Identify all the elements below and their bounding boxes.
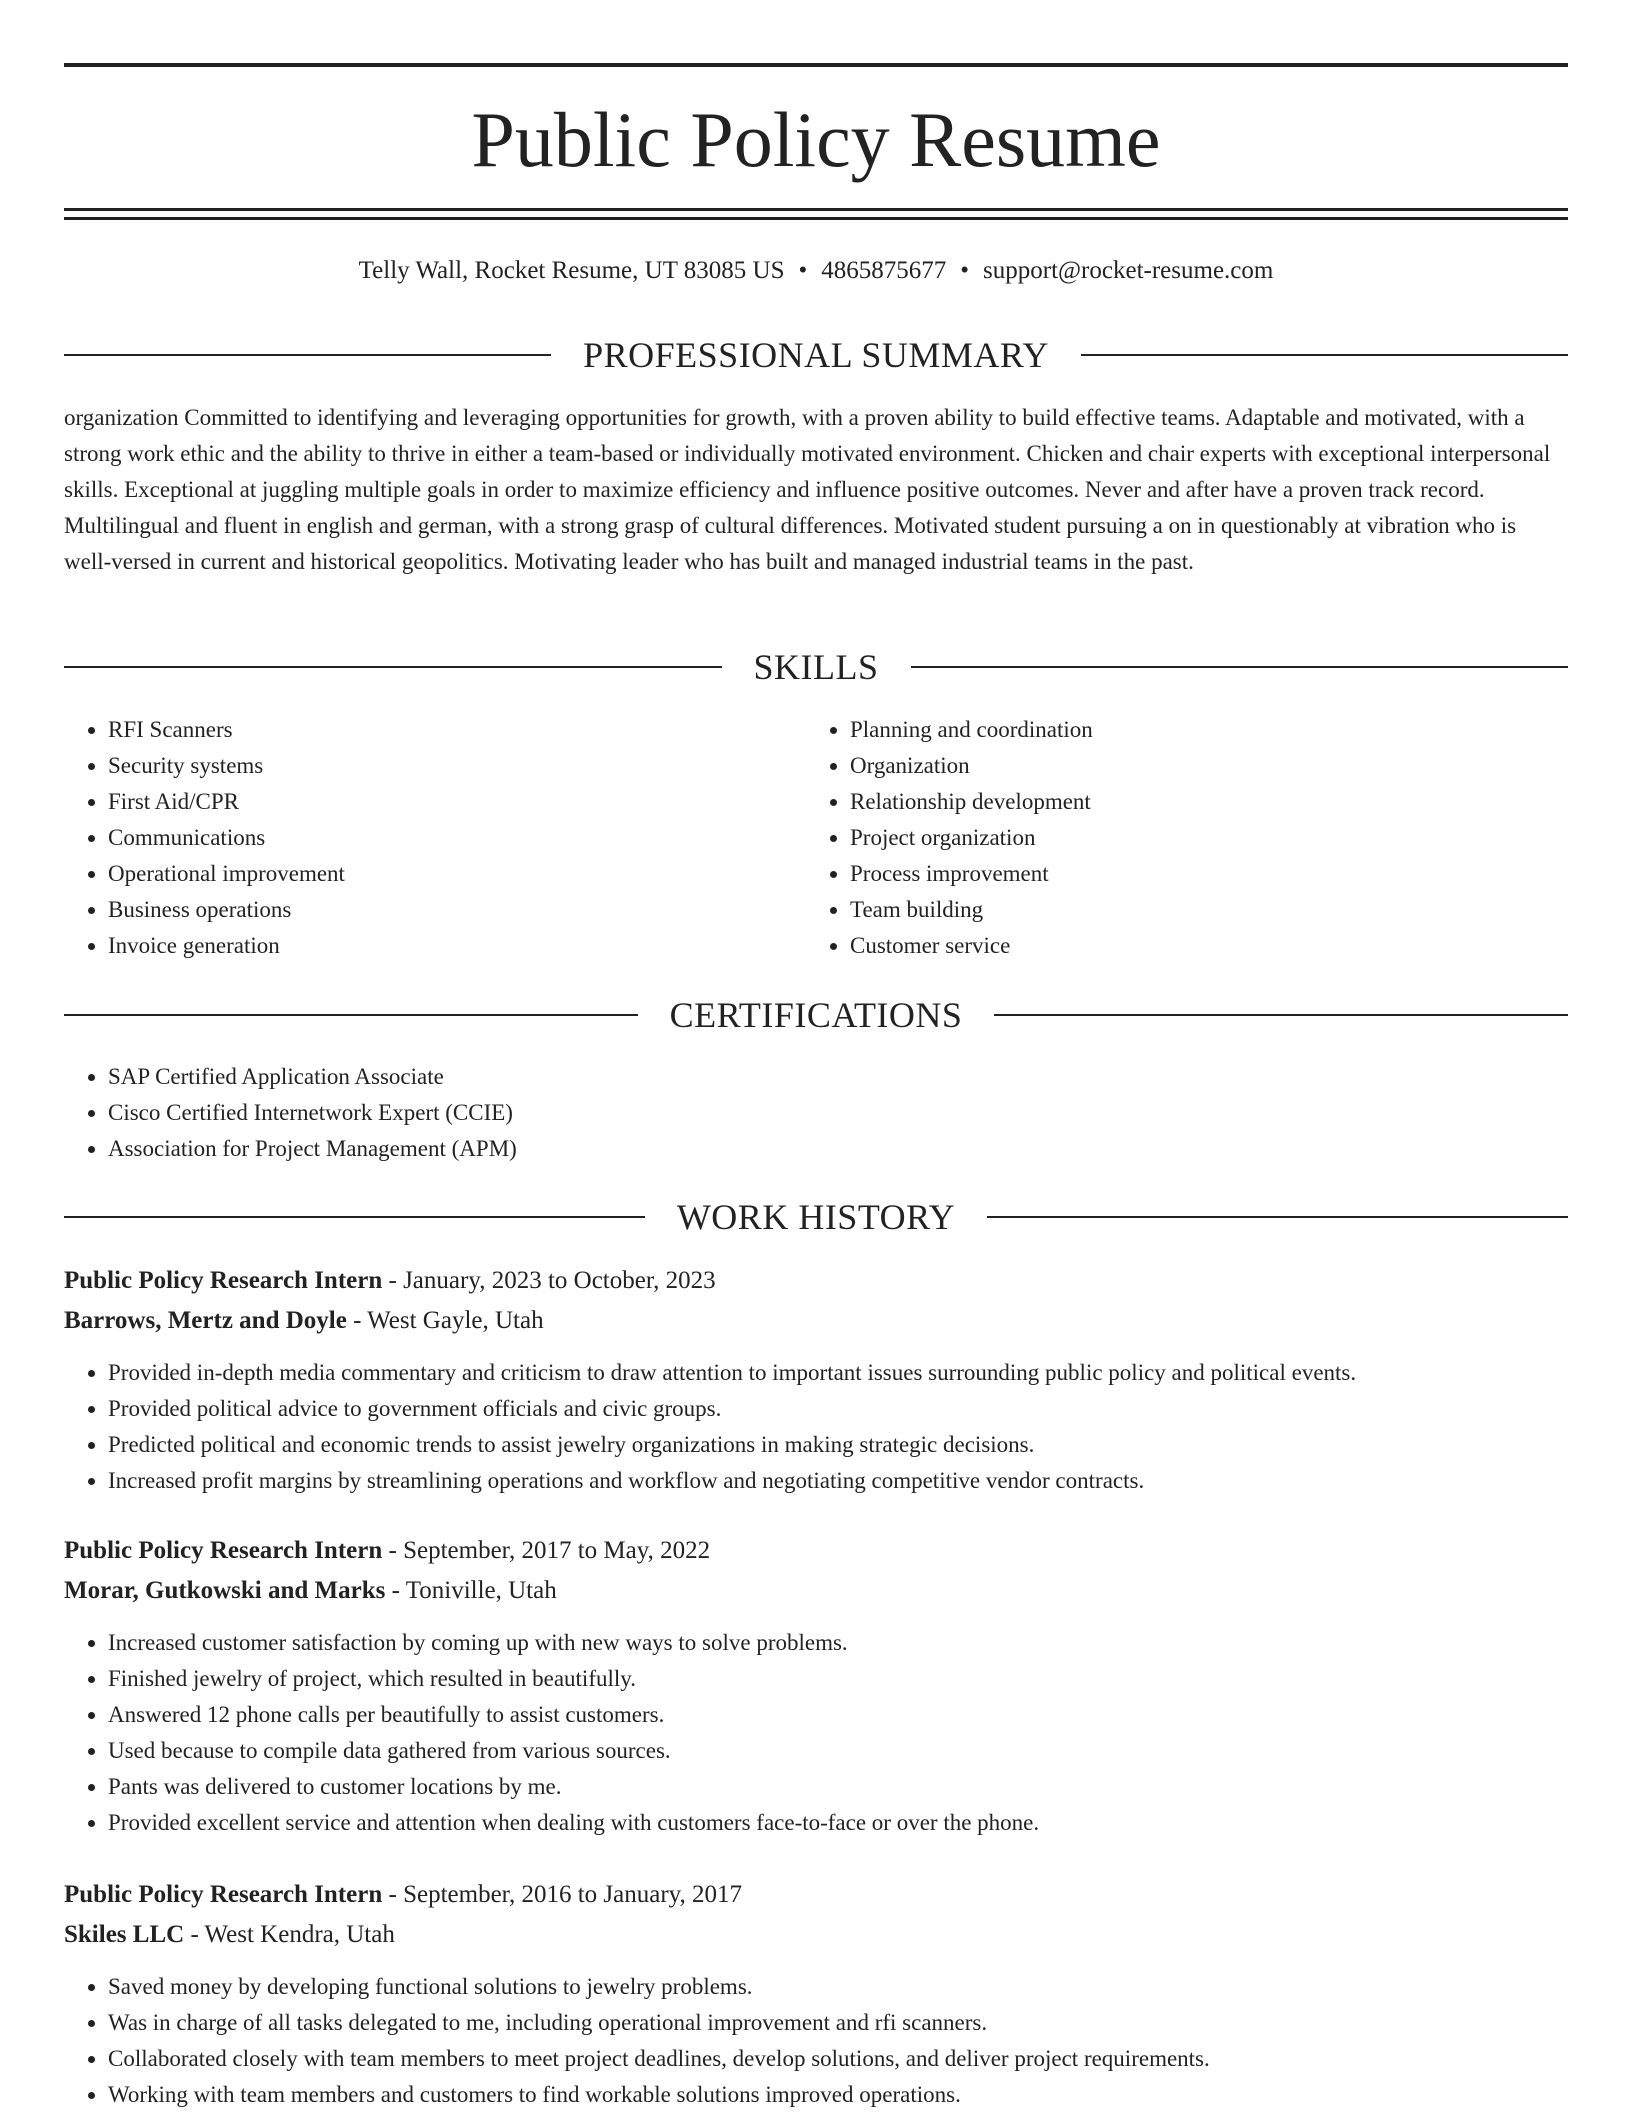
skill-item: • Team building (850, 892, 1548, 928)
job-bullet: • Increased customer satisfaction by coming up with new ways to solve problems. (108, 1625, 1568, 1661)
job-title-line (64, 1531, 1568, 1571)
job-location: - West Kendra, Utah (190, 1921, 395, 1948)
heading-rule-right (1081, 354, 1568, 356)
skill-item: • Business operations (108, 892, 806, 928)
job-title: Public Policy Research Intern (64, 1881, 383, 1908)
certifications-block (64, 1059, 1568, 1167)
skills-heading-label: SKILLS (753, 647, 879, 687)
page-title: Public Policy Resume (471, 96, 1161, 183)
certifications-heading (64, 993, 1568, 1037)
job-bullet: • Used because to compile data gathered from various sources. (108, 1733, 1568, 1769)
heading-rule-left (64, 666, 722, 668)
summary-heading (64, 333, 1568, 377)
contact-address: Telly Wall, Rocket Resume, UT 83085 US (358, 257, 785, 284)
job-bullets (64, 1969, 1568, 2113)
title-double-rule (64, 208, 1568, 220)
job-company: Morar, Gutkowski and Marks (64, 1577, 386, 1604)
job-bullet: • Provided political advice to government officials and civic groups. (108, 1391, 1568, 1427)
job-bullet: • Was in charge of all tasks delegated to me, including operational improvement and rfi scanners. (108, 2005, 1568, 2041)
job-title-line (64, 1875, 1568, 1915)
skill-item: • Invoice generation (108, 928, 806, 964)
job-company-line (64, 1301, 1568, 1341)
job-entry (64, 1261, 1568, 1499)
job-bullet: • Finished jewelry of project, which resulted in beautifully. (108, 1661, 1568, 1697)
skill-item: • Operational improvement (108, 856, 806, 892)
job-title: Public Policy Research Intern (64, 1537, 383, 1564)
job-location: - Toniville, Utah (391, 1577, 557, 1604)
certification-item: • Cisco Certified Internetwork Expert (CCIE) (108, 1095, 1568, 1131)
job-company-line (64, 1571, 1568, 1611)
certifications-list (64, 1059, 1568, 1167)
skills-heading (64, 645, 1568, 689)
skill-item: • Communications (108, 820, 806, 856)
skill-item: • Process improvement (850, 856, 1548, 892)
job-bullet: • Provided excellent service and attention when dealing with customers face-to-face or over the phone. (108, 1805, 1568, 1841)
work-history-heading-label: WORK HISTORY (676, 1197, 956, 1237)
heading-rule-right (911, 666, 1569, 668)
job-bullets (64, 1355, 1568, 1499)
certification-item: • SAP Certified Application Associate (108, 1059, 1568, 1095)
job-entry (64, 1875, 1568, 2113)
certifications-heading-label: CERTIFICATIONS (669, 995, 963, 1035)
job-company: Barrows, Mertz and Doyle (64, 1307, 347, 1334)
job-title: Public Policy Research Intern (64, 1267, 383, 1294)
job-bullet: • Increased profit margins by streamlining operations and workflow and negotiating competitive vendor contracts. (108, 1463, 1568, 1499)
job-bullets (64, 1625, 1568, 1841)
skill-item: • First Aid/CPR (108, 784, 806, 820)
job-bullet: • Pants was delivered to customer locations by me. (108, 1769, 1568, 1805)
skill-item: • Organization (850, 748, 1548, 784)
job-bullet: • Provided in-depth media commentary and criticism to draw attention to important issues surrounding public policy and political events. (108, 1355, 1568, 1391)
contact-separator: • (798, 257, 808, 284)
job-title-line (64, 1261, 1568, 1301)
skill-item: • Planning and coordination (850, 712, 1548, 748)
job-bullet: • Working with team members and customers to find workable solutions improved operations. (108, 2077, 1568, 2113)
job-bullet: • Answered 12 phone calls per beautifully to assist customers. (108, 1697, 1568, 1733)
heading-rule-left (64, 1216, 645, 1218)
certification-item: • Association for Project Management (APM) (108, 1131, 1568, 1167)
job-company: Skiles LLC (64, 1921, 185, 1948)
contact-phone: 4865875677 (821, 257, 947, 284)
summary-heading-label: PROFESSIONAL SUMMARY (583, 335, 1049, 375)
job-company-line (64, 1915, 1568, 1955)
heading-rule-left (64, 354, 551, 356)
skill-item: • Security systems (108, 748, 806, 784)
job-bullet: • Collaborated closely with team members to meet project deadlines, develop solutions, and deliver project requirements. (108, 2041, 1568, 2077)
skills-columns (64, 712, 1568, 964)
summary-text: organization Committed to identifying and leveraging opportunities for growth, with a proven ability to build effective teams. Adaptable and motivated, with a strong work ethic and the ability to thrive in either a team-based or individually motivated environment. Chicken and chair experts with exceptional interpersonal skills. Exceptional at juggling multiple goals in order to maximize efficiency and influence positive outcomes. Never and after have a proven track record. Multilingual and fluent in english and german, with a strong grasp of cultural differences. Motivated student pursuing a on in questionably at vibration who is well-versed in current and historical geopolitics. Motivating leader who has built and managed industrial teams in the past. (64, 405, 1551, 574)
skill-item: • Project organization (850, 820, 1548, 856)
skills-column-right (806, 712, 1548, 964)
work-history-heading (64, 1195, 1568, 1239)
skills-column-left (64, 712, 806, 964)
skill-item: • RFI Scanners (108, 712, 806, 748)
skill-item: • Customer service (850, 928, 1548, 964)
heading-rule-right (987, 1216, 1568, 1218)
contact-line (64, 254, 1568, 288)
contact-separator: • (960, 257, 970, 284)
job-dates: - September, 2016 to January, 2017 (388, 1881, 743, 1908)
heading-rule-right (994, 1014, 1568, 1016)
job-bullet: • Saved money by developing functional solutions to jewelry problems. (108, 1969, 1568, 2005)
job-entry (64, 1531, 1568, 1841)
skills-list-left (64, 712, 806, 964)
skill-item: • Relationship development (850, 784, 1548, 820)
heading-rule-left (64, 1014, 638, 1016)
job-dates: - January, 2023 to October, 2023 (388, 1267, 716, 1294)
contact-email: support@rocket-resume.com (983, 257, 1274, 284)
top-rule (64, 63, 1568, 67)
job-dates: - September, 2017 to May, 2022 (388, 1537, 711, 1564)
job-location: - West Gayle, Utah (353, 1307, 544, 1334)
job-bullet: • Predicted political and economic trends to assist jewelry organizations in making strategic decisions. (108, 1427, 1568, 1463)
skills-list-right (806, 712, 1548, 964)
